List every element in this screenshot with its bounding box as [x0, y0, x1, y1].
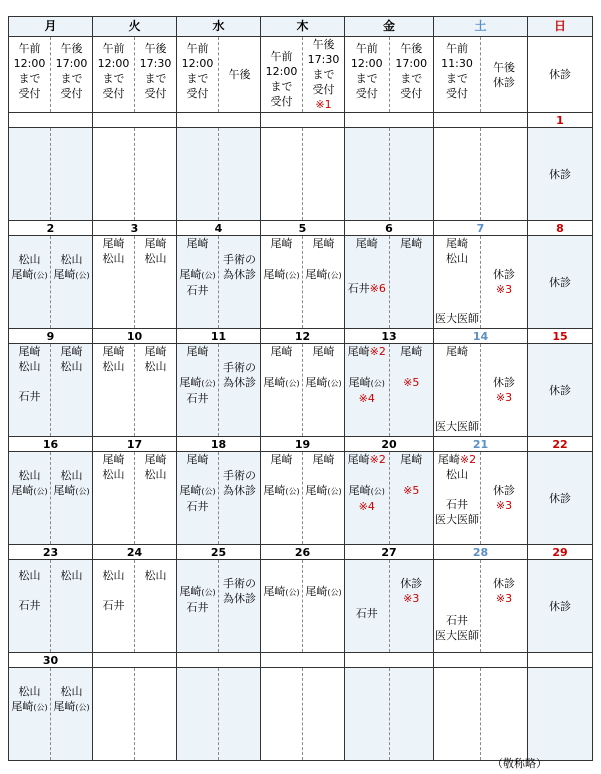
wed-hours: 午前 12:00 まで 受付 午後 [177, 37, 261, 113]
cell-3: 尾崎 松山 尾崎 松山 [93, 236, 177, 329]
date-16: 16 [9, 437, 93, 452]
cell-5: 尾崎 尾崎(公) 尾崎 尾崎(公) [261, 236, 345, 329]
cell-13: 尾崎※2 尾崎(公) ※4 尾崎 ※5 [345, 344, 434, 437]
week5-dates [9, 545, 593, 560]
cell-6: 尾崎 石井※6 尾崎 [345, 236, 434, 329]
date-1: 1 [528, 113, 593, 128]
cell-25: 尾崎(公) 石井 手術の 為休診 [177, 560, 261, 653]
cell-20: 尾崎※2 尾崎(公) ※4 尾崎 ※5 [345, 452, 434, 545]
date-28: 28 [434, 545, 528, 560]
week6-body [9, 668, 593, 761]
week3-dates [9, 329, 593, 344]
day-fri: 金 [345, 17, 434, 37]
cell-19: 尾崎 尾崎(公) 尾崎 尾崎(公) [261, 452, 345, 545]
date-13: 13 [345, 329, 434, 344]
cell-14: 尾崎 医大医師 休診 ※3 [434, 344, 528, 437]
date-19: 19 [261, 437, 345, 452]
cell-7: 尾崎 松山 医大医師 休診 ※3 [434, 236, 528, 329]
date-2: 2 [9, 221, 93, 236]
date-23: 23 [9, 545, 93, 560]
date-14: 14 [434, 329, 528, 344]
sat-hours: 午前 11:30 まで 受付 午後 休診 [434, 37, 528, 113]
date-30: 30 [9, 653, 93, 668]
date-29: 29 [528, 545, 593, 560]
week2-dates [9, 221, 593, 236]
schedule-calendar [8, 16, 593, 761]
fri-hours: 午前 12:00 まで 受付 午後 17:00 まで 受付 [345, 37, 434, 113]
date-21: 21 [434, 437, 528, 452]
cell-16: 松山 尾崎(公) 松山 尾崎(公) [9, 452, 93, 545]
date-25: 25 [177, 545, 261, 560]
cell-30: 松山 尾崎(公) 松山 尾崎(公) [9, 668, 93, 761]
week3-body [9, 344, 593, 437]
date-5: 5 [261, 221, 345, 236]
date-17: 17 [93, 437, 177, 452]
cell-21: 尾崎※2 松山 石井 医大医師 休診 ※3 [434, 452, 528, 545]
weekday-header [9, 17, 593, 37]
cell-28: 石井 医大医師 休診 ※3 [434, 560, 528, 653]
date-6: 6 [345, 221, 434, 236]
date-3: 3 [93, 221, 177, 236]
date-18: 18 [177, 437, 261, 452]
cell-4: 尾崎 尾崎(公) 石井 手術の 為休診 [177, 236, 261, 329]
sun-hours: 休診 [528, 37, 593, 113]
cell-11: 尾崎 尾崎(公) 石井 手術の 為休診 [177, 344, 261, 437]
cell-9: 尾崎 松山 石井 尾崎 松山 [9, 344, 93, 437]
footnote-honorifics: （敬称略） [492, 757, 547, 770]
day-tue: 火 [93, 17, 177, 37]
week4-body [9, 452, 593, 545]
closed-1: 休診 [549, 167, 571, 181]
cell-12: 尾崎 尾崎(公) 尾崎 尾崎(公) [261, 344, 345, 437]
mon-hours: 午前 12:00 まで 受付 午後 17:00 まで 受付 [9, 37, 93, 113]
day-thu: 木 [261, 17, 345, 37]
cell-8: 休診 [528, 236, 593, 329]
cell-15: 休診 [528, 344, 593, 437]
date-20: 20 [345, 437, 434, 452]
cell-23: 松山 石井 松山 [9, 560, 93, 653]
week6-dates [9, 653, 593, 668]
date-12: 12 [261, 329, 345, 344]
cell-10: 尾崎 松山 尾崎 松山 [93, 344, 177, 437]
cell-2: 松山 尾崎(公) 松山 尾崎(公) [9, 236, 93, 329]
cell-27: 石井 休診 ※3 [345, 560, 434, 653]
date-7: 7 [434, 221, 528, 236]
cell-18: 尾崎 尾崎(公) 石井 手術の 為休診 [177, 452, 261, 545]
cell-24: 松山 石井 松山 [93, 560, 177, 653]
week5-body [9, 560, 593, 653]
week2-body [9, 236, 593, 329]
cell-26: 尾崎(公) 尾崎(公) [261, 560, 345, 653]
day-mon: 月 [9, 17, 93, 37]
session-hours-row [9, 37, 593, 113]
date-8: 8 [528, 221, 593, 236]
day-sun: 日 [528, 17, 593, 37]
date-27: 27 [345, 545, 434, 560]
cell-22: 休診 [528, 452, 593, 545]
day-sat: 土 [434, 17, 528, 37]
week4-dates [9, 437, 593, 452]
date-22: 22 [528, 437, 593, 452]
week1-body [9, 128, 593, 221]
week1-dates [9, 113, 593, 128]
date-10: 10 [93, 329, 177, 344]
cell-17: 尾崎 松山 尾崎 松山 [93, 452, 177, 545]
day-wed: 水 [177, 17, 261, 37]
tue-hours: 午前 12:00 まで 受付 午後 17:30 まで 受付 [93, 37, 177, 113]
date-24: 24 [93, 545, 177, 560]
cell-29: 休診 [528, 560, 593, 653]
date-4: 4 [177, 221, 261, 236]
thu-hours: 午前 12:00 まで 受付 午後 17:30 まで 受付 ※1 [261, 37, 345, 113]
date-15: 15 [528, 329, 593, 344]
date-9: 9 [9, 329, 93, 344]
date-26: 26 [261, 545, 345, 560]
date-11: 11 [177, 329, 261, 344]
